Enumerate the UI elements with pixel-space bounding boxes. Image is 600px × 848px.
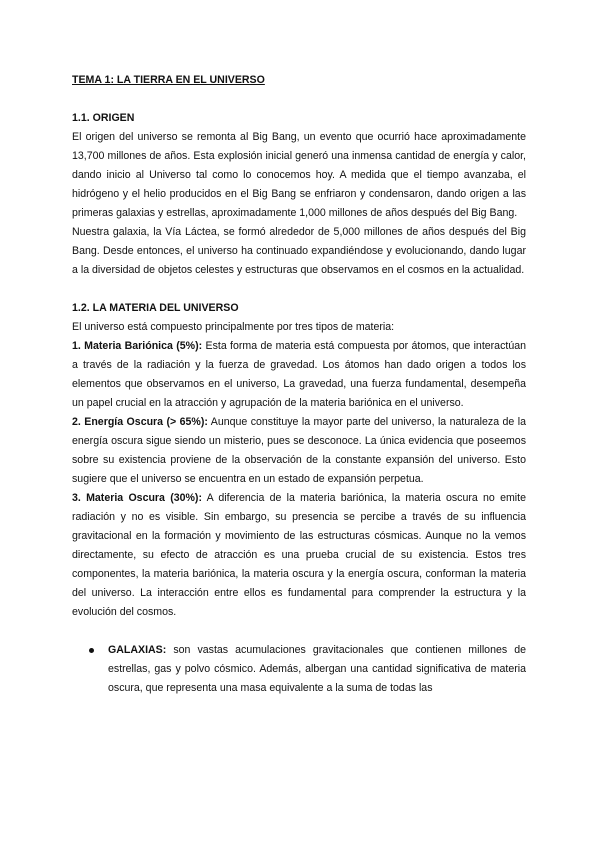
paragraph-origen-2: Nuestra galaxia, la Vía Láctea, se formó alrededor de 5,000 millones de años después del Big Bang. Desde entonces, el universo ha continuado expandiéndose y evolucionando, dando lugar a la diversidad de objetos celestes y estructuras que observamos en el cosmos en la actualidad. — [72, 226, 526, 276]
document-body — [72, 71, 526, 698]
materia-oscura-label: 3. Materia Oscura (30%): — [72, 492, 202, 504]
bullet-icon — [89, 648, 94, 653]
materia-barionica-label: 1. Materia Bariónica (5%): — [72, 340, 203, 352]
paragraph-origen-1: El origen del universo se remonta al Big Bang, un evento que ocurrió hace aproximadamente 13,700 millones de años. Esta explosión inicial generó una inmensa cantidad de energía y calor, dando inicio al Universo tal como lo conocemos hoy. A medida que el tiempo avanzaba, el hidrógeno y el helio producidos en el Big Bang se enfriaron y condensaron, dando origen a las primeras galaxias y estrellas, aproximadamente 1,000 millones de años después del Big Bang. — [72, 131, 526, 219]
paragraph-materia-intro: El universo está compuesto principalmente por tres tipos de materia: — [72, 321, 395, 333]
bullet-label: GALAXIAS: — [108, 644, 167, 656]
spacer — [72, 622, 526, 641]
paragraph-materia-oscura — [72, 489, 526, 622]
section-heading-origen: 1.1. ORIGEN — [72, 112, 135, 124]
list-item — [72, 641, 526, 698]
materia-oscura-text: A diferencia de la materia bariónica, la materia oscura no emite radiación y no es visible. Sin embargo, su presencia se percibe a través de su influencia gravitacional en la formación y movimiento de las estructuras cósmicas. Aunque no la vemos directamente, su efecto de atracción es una prueba crucial de su existencia. Estos tres componentes, la materia bariónica, la materia oscura y la energía oscura, conforman la materia del universo. La interacción entre ellos es fundamental para comprender la estructura y la evolución del cosmos. — [72, 492, 526, 618]
paragraph-energia-oscura — [72, 413, 526, 489]
energia-oscura-text: Aunque constituye la mayor parte del universo, la naturaleza de la energía oscura sigue siendo un misterio, pues se desconoce. La única evidencia que poseemos sobre su existencia proviene de la observación de la constante expansión del universo. Esto sugiere que el universo se encuentra en un estado de expansión perpetua. — [72, 416, 526, 485]
section-heading-materia: 1.2. LA MATERIA DEL UNIVERSO — [72, 302, 239, 314]
paragraph-materia-barionica — [72, 337, 526, 413]
energia-oscura-label: 2. Energía Oscura (> 65%): — [72, 416, 208, 428]
bullet-text: son vastas acumulaciones gravitacionales que contienen millones de estrellas, gas y polvo cósmico. Además, albergan una cantidad significativa de materia oscura, que representa una masa equivalente a la suma de todas las — [108, 644, 526, 694]
page-title: TEMA 1: LA TIERRA EN EL UNIVERSO — [72, 74, 265, 86]
spacer — [72, 280, 526, 299]
materia-barionica-text: Esta forma de materia está compuesta por átomos, que interactúan a través de la radiación y la fuerza de gravedad. Los átomos han dado origen a todos los elementos que observamos en el universo, La gravedad, una fuerza fundamental, desempeña un papel crucial en la atracción y agrupación de la materia bariónica en el universo. — [72, 340, 526, 409]
bullet-list — [72, 641, 526, 698]
